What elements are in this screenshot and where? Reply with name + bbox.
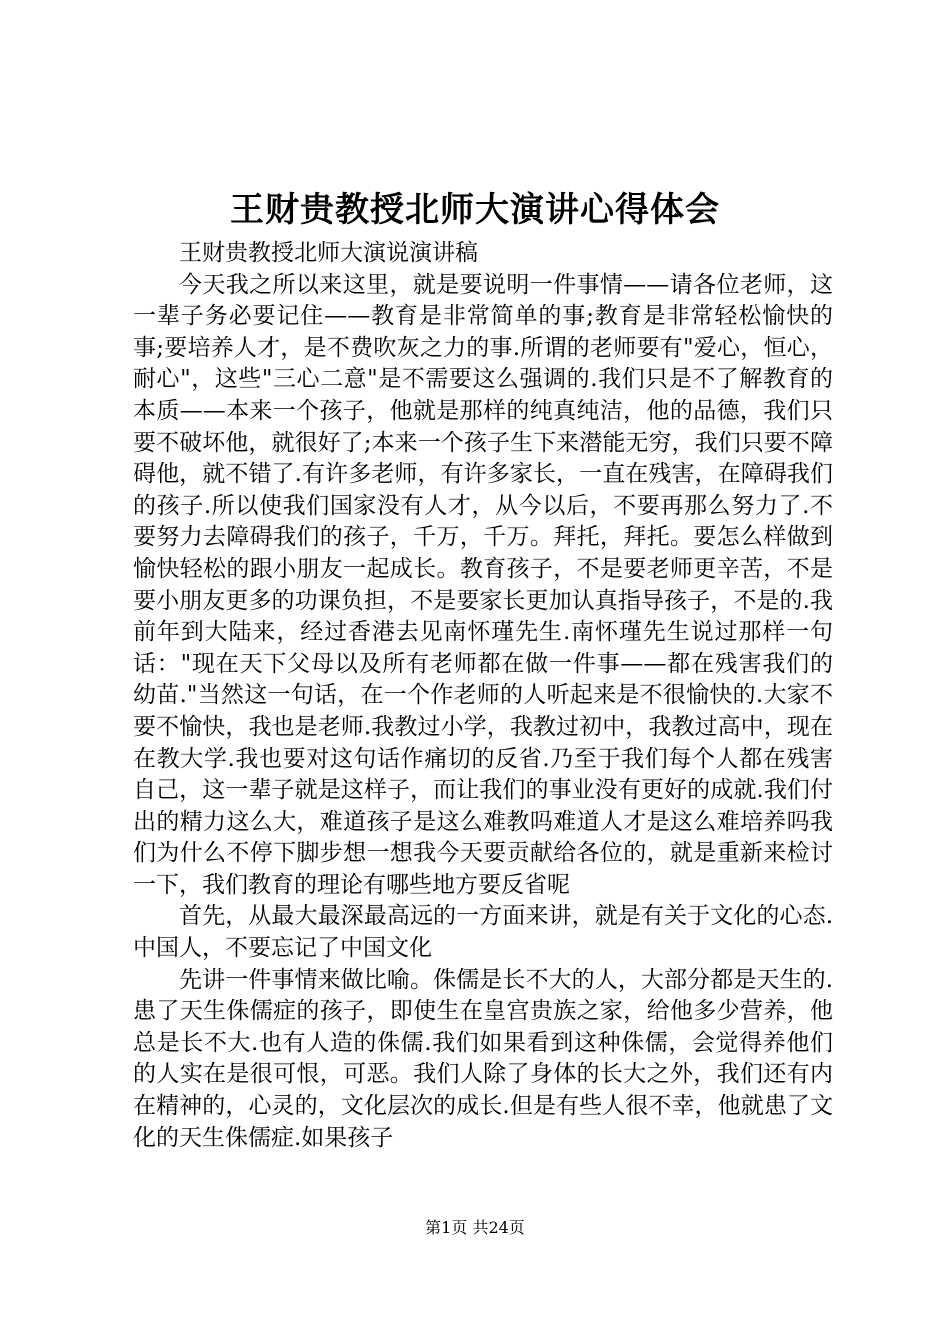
paragraph: 首先，从最大最深最高远的一方面来讲，就是有关于文化的心态.中国人，不要忘记了中国文化 (133, 903, 833, 962)
page-number-footer: 第1页 共24页 (425, 1218, 525, 1237)
paragraph: 王财贵教授北师大演说演讲稿 (179, 240, 478, 266)
paragraph: 今天我之所以来这里，就是要说明一件事情——请各位老师，这一辈子务必要记住——教育是非常简单的事;教育是非常轻松愉快的事;要培养人才，是不费吹灰之力的事.所谓的老师要有"爱心，恒心，耐心"，这些"三心二意"是不需要这么强调的.我们只是不了解教育的本质——本来一个孩子，他就是那样的纯真纯洁，他的品德，我们只要不破坏他，就很好了;本来一个孩子生下来潜能无穷，我们只要不障碍他，就不错了.有许多老师，有许多家长，一直在残害，在障碍我们的孩子.所以使我们国家没有人才，从今以后，不要再那么努力了.不要努力去障碍我们的孩子，千万，千万。拜托，拜托。要怎么样做到愉快轻松的跟小朋友一起成长。教育孩子，不是要老师更辛苦，不是要小朋友更多的功课负担，不是要家长更加认真指导孩子，不是的.我前年到大陆来，经过香港去见南怀瑾先生.南怀瑾先生说过那样一句话："现在天下父母以及所有老师都在做一件事——都在残害我们的幼苗."当然这一句话，在一个作老师的人听起来是不很愉快的.大家不要不愉快，我也是老师.我教过小学，我教过初中，我教过高中，现在在教大学.我也要对这句话作痛切的反省.乃至于我们每个人都在残害自己，这一辈子就是这样子，而让我们的事业没有更好的成就.我们付出的精力这么大，难道孩子是这么难教吗难道人才是这么难培养吗我们为什么不停下脚步想一想我今天要贡献给各位的，就是重新来检讨一下，我们教育的理论有哪些地方要反省呢 (133, 271, 833, 898)
paragraph: 先讲一件事情来做比喻。侏儒是长不大的人，大部分都是天生的.患了天生侏儒症的孩子，即使生在皇宫贵族之家，给他多少营养，他总是长不大.也有人造的侏儒.我们如果看到这种侏儒，会觉得养他们的人实在是很可恨，可恶。我们人除了身体的长大之外，我们还有内在精神的，心灵的，文化层次的成长.但是有些人很不幸，他就患了文化的天生侏儒症.如果孩子 (133, 966, 833, 1151)
document-title: 王财贵教授北师大演讲心得体会 (230, 190, 720, 230)
document-body (133, 238, 833, 1154)
